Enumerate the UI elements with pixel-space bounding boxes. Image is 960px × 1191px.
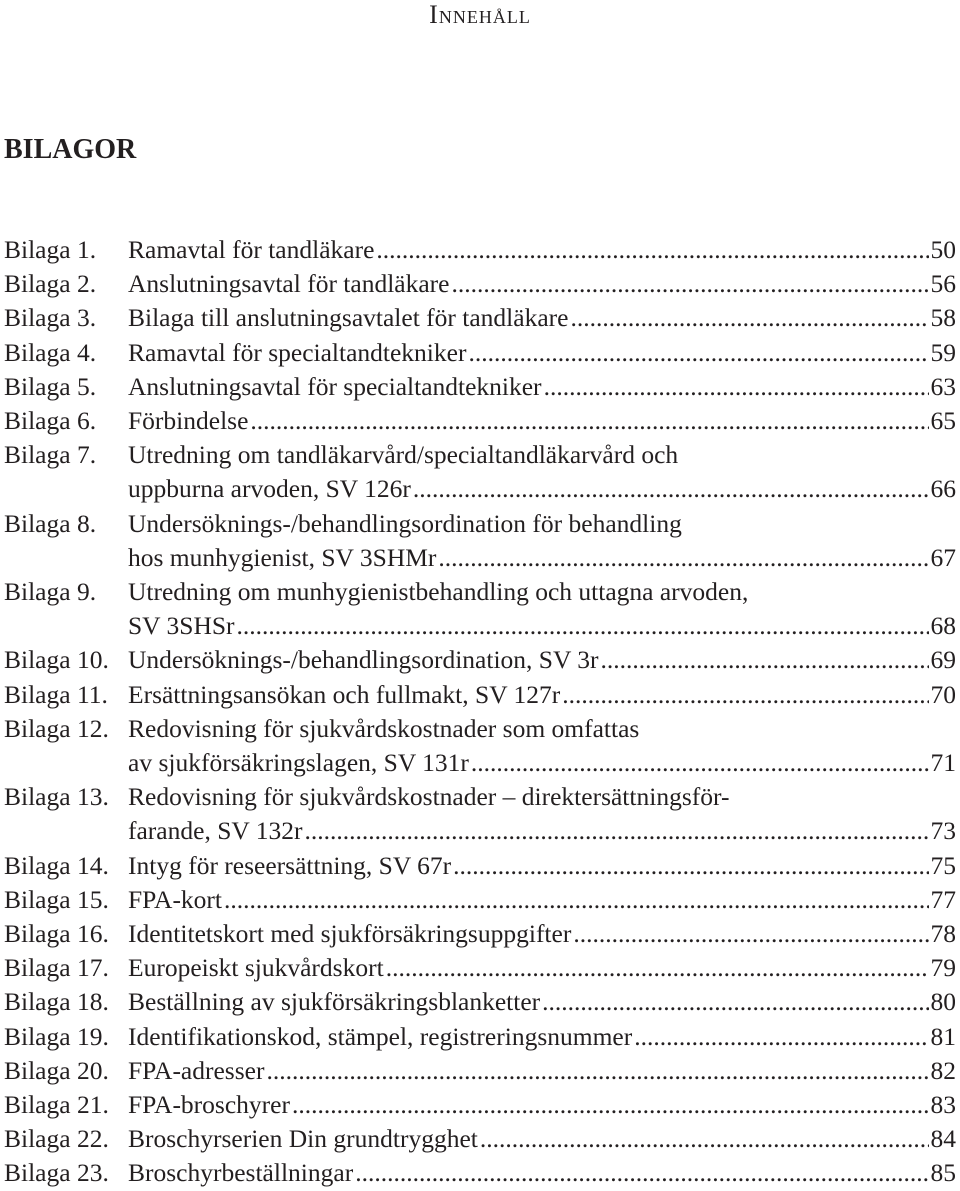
toc-entry-number: Bilaga 13.: [4, 782, 109, 812]
toc-entry-line: [128, 1020, 956, 1054]
toc-entry: [4, 1020, 956, 1054]
toc-entry: [4, 1088, 956, 1122]
toc-entry-line: [128, 301, 956, 335]
toc-entry-text: Anslutningsavtal för specialtandtekniker: [128, 371, 542, 401]
toc-entry-line: [128, 849, 956, 883]
section-heading: BILAGOR: [4, 134, 137, 165]
toc-entry-title: [128, 1122, 956, 1156]
toc-entry-line: [128, 951, 956, 985]
toc-entry-line: [128, 575, 956, 609]
toc-entry-text: Redovisning för sjukvårdskostnader – direktersättningsför-: [128, 782, 730, 812]
toc-entry: [4, 438, 956, 506]
toc-entry-line: [128, 1122, 956, 1156]
toc-entry-number: Bilaga 12.: [4, 713, 109, 743]
toc-entry-text: FPA-adresser: [128, 1055, 265, 1085]
toc-entry-line: [128, 985, 956, 1019]
toc-entry-text: Beställning av sjukförsäkringsblanketter: [128, 987, 541, 1017]
toc-entry-line: [128, 233, 956, 267]
dot-leader: [601, 643, 929, 677]
toc-entry-title: [128, 370, 956, 404]
toc-entry-line: [128, 917, 956, 951]
toc-entry-number: Bilaga 6.: [4, 406, 97, 436]
toc-entry-title: [128, 507, 956, 575]
toc-entry-title: [128, 1156, 956, 1190]
toc-entry-title: [128, 233, 956, 267]
toc-entry-page: 56: [930, 269, 956, 299]
dot-leader: [471, 746, 929, 780]
toc-entry-number: Bilaga 3.: [4, 303, 97, 333]
toc-entry-line: [128, 814, 956, 848]
toc-entry-page: 63: [930, 371, 956, 401]
toc-entry-line: [128, 678, 956, 712]
dot-leader: [386, 951, 929, 985]
toc-entry-title: [128, 849, 956, 883]
dot-leader: [468, 336, 928, 370]
toc-entry-number: Bilaga 2.: [4, 269, 97, 299]
toc-entry: [4, 849, 956, 883]
toc-entry: [4, 985, 956, 1019]
toc-entry-text: Identifikationskod, stämpel, registreringsnummer: [128, 1021, 633, 1051]
toc-entry-title: [128, 643, 956, 677]
toc-entry-page: 58: [930, 303, 956, 333]
toc-entry-text: Identitetskort med sjukförsäkringsuppgifter: [128, 919, 572, 949]
dot-leader: [292, 1088, 929, 1122]
toc-entry-title: [128, 1054, 956, 1088]
dot-leader: [237, 609, 929, 643]
dot-leader: [544, 370, 929, 404]
toc-entry: [4, 1156, 956, 1190]
toc-entry-text: SV 3SHSr: [128, 611, 235, 641]
toc-entry-number: Bilaga 23.: [4, 1158, 109, 1188]
toc-entry-page: 80: [930, 987, 956, 1017]
toc-entry-line: [128, 883, 956, 917]
toc-entry-page: 68: [930, 611, 956, 641]
toc-entry-page: 78: [930, 919, 956, 949]
toc-entry-title: [128, 575, 956, 643]
toc-entry-line: [128, 609, 956, 643]
toc-entry-page: 79: [930, 953, 956, 983]
toc-entry-number: Bilaga 22.: [4, 1124, 109, 1154]
toc-entry-page: 84: [930, 1124, 956, 1154]
toc-entry-line: [128, 267, 956, 301]
toc-entry: [4, 917, 956, 951]
toc-entry-title: [128, 1088, 956, 1122]
toc-entry-text: Utredning om tandläkarvård/specialtandläkarvård och: [128, 440, 679, 470]
toc-entry-page: 66: [930, 474, 956, 504]
dot-leader: [452, 267, 929, 301]
toc-entry-title: [128, 780, 956, 848]
toc-entry-title: [128, 404, 956, 438]
toc-entry-number: Bilaga 18.: [4, 987, 109, 1017]
toc-entry-line: [128, 541, 956, 575]
toc-entry: [4, 301, 956, 335]
toc-entry-text: Utredning om munhygienistbehandling och uttagna arvoden,: [128, 577, 749, 607]
toc-entry: [4, 780, 956, 848]
toc-entry-number: Bilaga 17.: [4, 953, 109, 983]
toc-entry-page: 71: [930, 748, 956, 778]
toc-entry-text: Europeiskt sjukvårdskort: [128, 953, 384, 983]
toc-entry-number: Bilaga 4.: [4, 337, 97, 367]
toc-entry-title: [128, 917, 956, 951]
toc-entry-text: Ersättningsansökan och fullmakt, SV 127r: [128, 679, 561, 709]
toc-entry-line: [128, 438, 956, 472]
dot-leader: [438, 541, 928, 575]
toc-entry-text: Undersöknings-/behandlingsordination för behandling: [128, 508, 682, 538]
toc-entry-title: [128, 951, 956, 985]
toc-entry: [4, 507, 956, 575]
toc-entry-title: [128, 1020, 956, 1054]
toc-entry-number: Bilaga 16.: [4, 919, 109, 949]
toc-entry-text: Bilaga till anslutningsavtalet för tandläkare: [128, 303, 569, 333]
dot-leader: [573, 917, 928, 951]
dot-leader: [453, 849, 928, 883]
toc-entry-text: FPA-kort: [128, 884, 223, 914]
toc-entry-text: Förbindelse: [128, 406, 249, 436]
toc-entry-text: Ramavtal för specialtandtekniker: [128, 337, 467, 367]
toc-entry-page: 73: [930, 816, 956, 846]
toc-entry-page: 81: [930, 1021, 956, 1051]
toc-entry: [4, 951, 956, 985]
toc-entry: [4, 404, 956, 438]
toc-entry-text: av sjukförsäkringslagen, SV 131r: [128, 748, 469, 778]
toc-entry: [4, 336, 956, 370]
toc-entry-page: 77: [930, 884, 956, 914]
toc-entry-title: [128, 301, 956, 335]
dot-leader: [355, 1156, 928, 1190]
toc-entry-page: 70: [930, 679, 956, 709]
toc-entry-title: [128, 883, 956, 917]
toc-entry-line: [128, 1088, 956, 1122]
toc-entry-page: 82: [930, 1055, 956, 1085]
dot-leader: [480, 1122, 929, 1156]
dot-leader: [542, 985, 928, 1019]
dot-leader: [634, 1020, 928, 1054]
dot-leader: [304, 814, 928, 848]
toc-entry: [4, 370, 956, 404]
dot-leader: [562, 678, 928, 712]
toc-entry-title: [128, 985, 956, 1019]
running-head: Innehåll: [429, 0, 531, 29]
toc-entry-line: [128, 1156, 956, 1190]
toc-entry-text: Anslutningsavtal för tandläkare: [128, 269, 450, 299]
toc-entry-title: [128, 712, 956, 780]
toc-entry-title: [128, 336, 956, 370]
toc-entry: [4, 712, 956, 780]
toc-entry-number: Bilaga 1.: [4, 235, 97, 264]
toc-entry-text: farande, SV 132r: [128, 816, 303, 846]
toc-entry-line: [128, 780, 956, 814]
toc-entry-page: 75: [930, 850, 956, 880]
toc-entry-text: Broschyrbeställningar: [128, 1158, 354, 1188]
toc-entry-line: [128, 712, 956, 746]
toc-entry-page: 83: [930, 1090, 956, 1120]
toc-entry-text: Undersöknings-/behandlingsordination, SV 3r: [128, 645, 599, 675]
toc-entry-line: [128, 404, 956, 438]
dot-leader: [413, 472, 929, 506]
toc-entry-number: Bilaga 11.: [4, 679, 108, 709]
toc-entry-page: 50: [930, 235, 956, 264]
toc-entry-page: 69: [930, 645, 956, 675]
toc-entry-page: 65: [930, 406, 956, 436]
toc-entry-number: Bilaga 15.: [4, 884, 109, 914]
toc-entry-number: Bilaga 10.: [4, 645, 109, 675]
toc-entry: [4, 643, 956, 677]
toc-entry-number: Bilaga 14.: [4, 850, 109, 880]
toc-entry-number: Bilaga 7.: [4, 440, 97, 470]
toc-entry-text: uppburna arvoden, SV 126r: [128, 474, 411, 504]
toc-entry-number: Bilaga 20.: [4, 1055, 109, 1085]
dot-leader: [224, 883, 928, 917]
toc-entry-number: Bilaga 8.: [4, 508, 97, 538]
toc-entry-text: Broschyrserien Din grundtrygghet: [128, 1124, 478, 1154]
toc-entry-line: [128, 336, 956, 370]
dot-leader: [570, 301, 928, 335]
toc-entry-line: [128, 370, 956, 404]
toc-entry-title: [128, 678, 956, 712]
toc-entry-title: [128, 438, 956, 506]
toc-entry-page: 59: [930, 337, 956, 367]
toc-entry-number: Bilaga 19.: [4, 1021, 109, 1051]
toc-entry: [4, 267, 956, 301]
toc-entry-number: Bilaga 5.: [4, 371, 97, 401]
toc-entry-text: Ramavtal för tandläkare: [128, 235, 375, 264]
dot-leader: [376, 233, 928, 267]
toc-entry: [4, 678, 956, 712]
table-of-contents: [4, 233, 956, 1191]
toc-entry-page: 85: [930, 1158, 956, 1188]
toc-entry-text: Redovisning för sjukvårdskostnader som omfattas: [128, 713, 640, 743]
toc-entry-line: [128, 472, 956, 506]
toc-entry-number: Bilaga 21.: [4, 1090, 109, 1120]
toc-entry-page: 67: [930, 542, 956, 572]
dot-leader: [266, 1054, 928, 1088]
toc-entry-line: [128, 643, 956, 677]
toc-entry-title: [128, 267, 956, 301]
toc-entry-line: [128, 746, 956, 780]
toc-entry-line: [128, 507, 956, 541]
dot-leader: [250, 404, 928, 438]
toc-entry-line: [128, 1054, 956, 1088]
toc-entry: [4, 883, 956, 917]
toc-entry-text: hos munhygienist, SV 3SHMr: [128, 542, 437, 572]
toc-entry-number: Bilaga 9.: [4, 577, 97, 607]
toc-entry: [4, 1122, 956, 1156]
toc-entry: [4, 233, 956, 267]
toc-entry-text: Intyg för reseersättning, SV 67r: [128, 850, 452, 880]
toc-entry: [4, 1054, 956, 1088]
toc-entry-text: FPA-broschyrer: [128, 1090, 290, 1120]
toc-entry: [4, 575, 956, 643]
